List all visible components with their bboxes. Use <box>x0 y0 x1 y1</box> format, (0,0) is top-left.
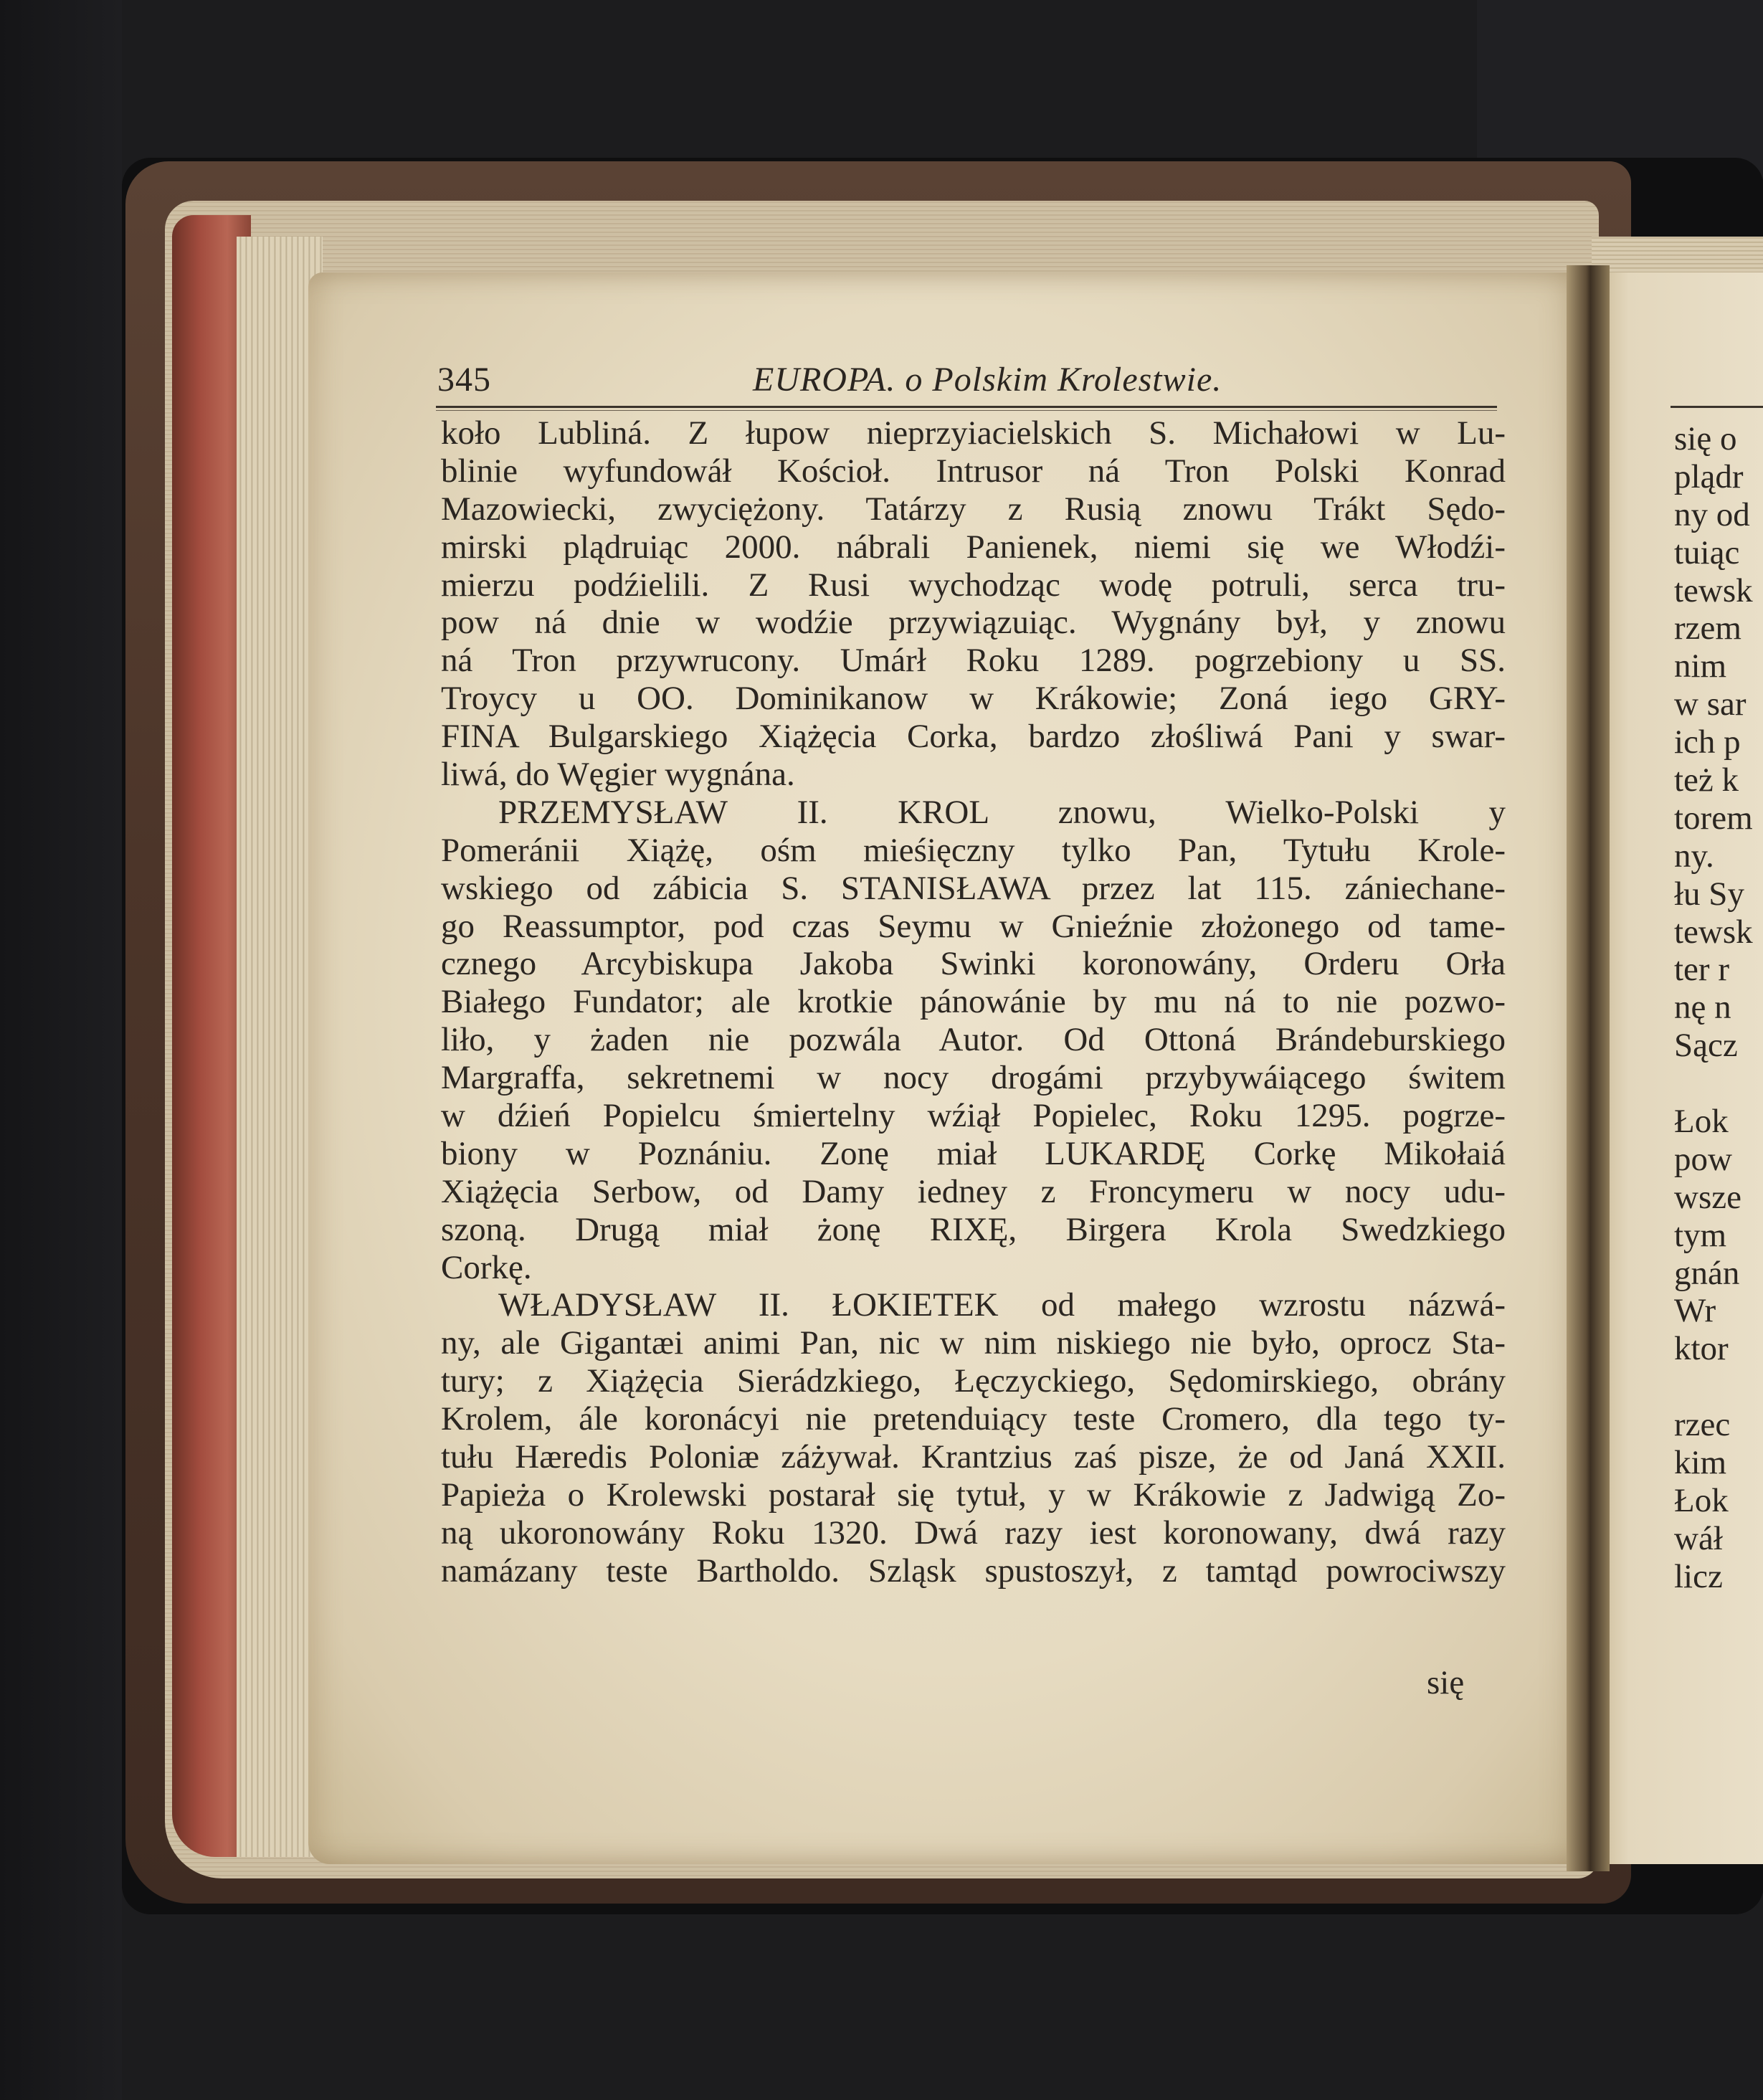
text-line: go Reassumptor, pod czas Seymu w Gnieźnie złożonego od tame- <box>441 907 1506 945</box>
fragment-line <box>1674 1368 1753 1406</box>
fragment-line: tewsk <box>1674 571 1753 609</box>
fragment-line: nim <box>1674 647 1727 685</box>
fragment-line: Łok <box>1674 1481 1729 1519</box>
text-line: FINA Bulgarskiego Xiążęcia Corka, bardzo złośliwá Pani y swar- <box>441 718 1506 756</box>
fragment-line: też k <box>1674 761 1739 799</box>
right-page-text-fragments <box>1674 420 1753 1596</box>
header-rule <box>436 406 1497 408</box>
text-line: koło Lubliná. Z łupow nieprzyiacielskich S. Michałowi w Lu- <box>441 414 1506 452</box>
text-line: ná Tron przywrucony. Umárł Roku 1289. pogrzebiony u SS. <box>441 642 1506 680</box>
text-line: namázany teste Bartholdo. Szląsk spustoszył, z tamtąd powrociwszy <box>441 1552 1506 1590</box>
fragment-line: rzem <box>1674 609 1741 647</box>
fragment-line: w sar <box>1674 685 1747 723</box>
text-line: Troycy u OO. Dominikanow w Krákowie; Zoná iego GRY- <box>441 680 1506 718</box>
text-line: Papieża o Krolewski postarał się tytuł, y w Krákowie z Jadwigą Zo- <box>441 1476 1506 1514</box>
fragment-line: torem <box>1674 799 1753 837</box>
text-line: ny, ale Gigantæi animi Pan, nic w nim niskiego nie było, oprocz Sta- <box>441 1324 1506 1362</box>
page-body-text <box>441 414 1506 1590</box>
fragment-line: Łok <box>1674 1103 1729 1141</box>
fragment-line: rzec <box>1674 1406 1731 1444</box>
fragment-line: gnán <box>1674 1254 1740 1292</box>
fragment-line: wáł <box>1674 1519 1723 1557</box>
text-line: Corkę. <box>441 1248 532 1286</box>
text-line: liło, y żaden nie pozwála Autor. Od Ottoná Brándeburskiego <box>441 1021 1506 1059</box>
running-head: EUROPA. o Polskim Krolestwie. <box>753 361 1222 399</box>
fragment-line: Wr <box>1674 1292 1716 1330</box>
catchword: się <box>1427 1664 1465 1701</box>
fragment-line: kim <box>1674 1444 1727 1482</box>
text-line: wskiego od zábicia S. STANISŁAWA przez lat 115. zániechane- <box>441 869 1506 907</box>
header-rule-thin <box>436 410 1497 411</box>
text-line: Xiążęcia Serbow, od Damy iedney z Froncymeru w nocy udu- <box>441 1172 1506 1210</box>
text-line: w dźień Popielcu śmiertelny wźiął Popielec, Roku 1295. pogrze- <box>441 1097 1506 1135</box>
text-line: Mazowiecki, zwyciężony. Tatárzy z Rusią znowu Trákt Sędo- <box>441 490 1506 528</box>
section-heading-przemyslaw: PRZEMYSŁAW II. KROL znowu, Wielko-Polski y <box>498 793 1506 831</box>
fragment-line: licz <box>1674 1557 1723 1595</box>
text-line: cznego Arcybiskupa Jakoba Swinki koronowány, Orderu Orła <box>441 945 1506 983</box>
right-page-rule <box>1671 406 1763 408</box>
fragment-line: ny od <box>1674 495 1750 533</box>
fragment-line <box>1674 1065 1753 1103</box>
fragment-line: plądr <box>1674 457 1744 495</box>
text-line: Pomeránii Xiążę, ośm mieśięczny tylko Pan, Tytułu Krole- <box>441 831 1506 869</box>
fragment-line: pow <box>1674 1140 1732 1178</box>
background <box>0 0 122 2100</box>
text-line: pow ná dnie w wodźie przywiązuiąc. Wygnány był, y znowu <box>441 604 1506 642</box>
section-heading-wladyslaw: WŁADYSŁAW II. ŁOKIETEK od małego wzrostu názwá- <box>498 1286 1506 1324</box>
fragment-line: ktor <box>1674 1330 1729 1368</box>
text-line: blinie wyfundowáł Kościoł. Intrusor ná Tron Polski Konrad <box>441 452 1506 490</box>
text-line: tułu Hæredis Poloniæ záżywał. Krantzius zaś pisze, że od Janá XXII. <box>441 1438 1506 1476</box>
fragment-line: się o <box>1674 420 1737 457</box>
fragment-line: łu Sy <box>1674 875 1744 913</box>
text-line: Białego Fundator; ale krotkie pánowánie by mu ná to nie pozwo- <box>441 983 1506 1021</box>
page-header <box>437 360 1498 403</box>
text-line: szoną. Drugą miał żonę RIXĘ, Birgera Krola Swedzkiego <box>441 1210 1506 1248</box>
text-line: Krolem, ále koronácyi nie pretenduiący teste Cromero, dla tego ty- <box>441 1400 1506 1438</box>
text-line: mierzu podźielili. Z Rusi wychodząc wodę potruli, serca tru- <box>441 566 1506 604</box>
fragment-line: ny. <box>1674 837 1714 875</box>
text-line: biony w Poznániu. Zonę miał LUKARDĘ Corkę Mikołaiá <box>441 1134 1506 1172</box>
text-line: mirski plądruiąc 2000. nábrali Panienek, niemi się we Włodźi- <box>441 528 1506 566</box>
fragment-line: nę n <box>1674 989 1731 1027</box>
fragment-line: ter r <box>1674 951 1729 989</box>
fragment-line: tewsk <box>1674 913 1753 951</box>
text-line: Margraffa, sekretnemi w nocy drogámi przybywáiącego świtem <box>441 1059 1506 1097</box>
fragment-line: tuiąc <box>1674 533 1740 571</box>
fragment-line: tym <box>1674 1216 1727 1254</box>
page-number: 345 <box>437 361 491 399</box>
fragment-line: Sącz <box>1674 1027 1738 1065</box>
text-line: liwá, do Węgier wygnána. <box>441 756 795 794</box>
book-gutter <box>1567 265 1610 1871</box>
fragment-line: wsze <box>1674 1178 1741 1216</box>
text-line: ną ukoronowány Roku 1320. Dwá razy iest koronowany, dwá razy <box>441 1514 1506 1552</box>
fragment-line: ich p <box>1674 723 1741 761</box>
text-line: tury; z Xiążęcia Sierádzkiego, Łęczyckiego, Sędomirskiego, obrány <box>441 1362 1506 1400</box>
